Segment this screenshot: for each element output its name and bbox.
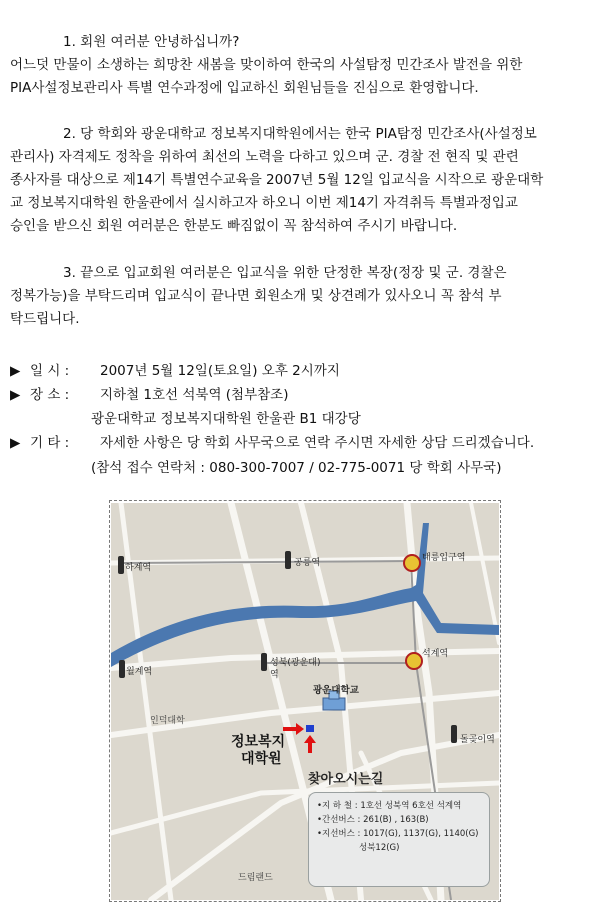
- station-label-wolgye: 월계역: [126, 667, 153, 677]
- info-date: [10, 359, 340, 379]
- greeting-line: 어느덧 만물이 소생하는 희망찬 새봄을 맞이하여 한국의 사설탐정 민간조사 발전을 위한: [10, 57, 523, 73]
- notice-line: 관리사) 자격제도 정착을 위하여 최선의 노력을 다하고 있으며 군. 경찰 전 현직 및 관련: [10, 149, 519, 165]
- destination-line1: 정보복지: [231, 734, 286, 750]
- landmark-induk: 인덕대학: [150, 716, 185, 726]
- legend-branch-bus-cont: 성북12(G): [359, 843, 400, 853]
- paragraph-dress-code: [10, 262, 586, 331]
- legend-subway: •지 하 철 : 1호선 성북역 6호선 석계역: [317, 801, 462, 811]
- bullet-triangle-icon: ▶: [10, 435, 21, 451]
- paragraph-training-notice: [10, 123, 586, 238]
- landmark-kwangwoon: 광운대학교: [313, 685, 359, 696]
- station-marker: [119, 660, 125, 678]
- legend-branch-bus: •지선버스 : 1017(G), 1137(G), 1140(G): [317, 829, 479, 839]
- transport-legend: [308, 792, 490, 887]
- destination-title: [231, 734, 285, 768]
- date-value: 2007년 5월 12일(토요일) 오후 2시까지: [100, 363, 340, 379]
- directions-title: 찾아오시는길: [308, 772, 384, 787]
- dress-line: 탁드립니다.: [10, 311, 80, 327]
- notice-line: 종사자를 대상으로 제14기 특별연수교육을 2007년 5월 12일 입교식을 시작으로 광운대학: [10, 172, 544, 188]
- bullet-triangle-icon: ▶: [10, 387, 21, 403]
- station-marker: [285, 551, 291, 569]
- station-marker: [261, 653, 267, 671]
- place-label: 장 소 :: [30, 387, 70, 403]
- station-label-taereung: 태릉입구역: [422, 553, 466, 563]
- date-label: 일 시 :: [30, 363, 70, 379]
- bullet-triangle-icon: ▶: [10, 363, 21, 379]
- landmark-dreamland: 드림랜드: [238, 873, 273, 883]
- station-marker: [451, 725, 457, 743]
- etc-label: 기 타 :: [30, 435, 70, 451]
- destination-line2: 대학원: [241, 751, 282, 767]
- notice-line: 2. 당 학회와 광운대학교 정보복지대학원에서는 한국 PIA탐정 민간조사(사설정보: [63, 126, 537, 142]
- notice-line: 교 정보복지대학원 한울관에서 실시하고자 하오니 이번 제14기 자격취득 특별과정입교: [10, 195, 518, 211]
- info-etc: [10, 431, 534, 451]
- paragraph-greeting: [10, 31, 586, 100]
- station-label-gongneung: 공릉역: [294, 558, 321, 568]
- place-value-detail: 광운대학교 정보복지대학원 한울관 B1 대강당: [91, 411, 361, 427]
- station-label-dolgoji: 돌곶이역: [460, 735, 495, 745]
- station-label-hagye: 하계역: [125, 563, 152, 573]
- station-label-seokbuk-suffix: 역: [270, 670, 279, 680]
- station-label-seokbuk: 성북(광운대): [270, 658, 321, 668]
- place-value: 지하철 1호선 석북역 (첨부참조): [100, 387, 289, 403]
- notice-line: 승인을 받으신 회원 여러분은 한분도 빠짐없이 꼭 참석하여 주시기 바랍니다.: [10, 218, 458, 234]
- contact-info: (참석 접수 연락처 : 080-300-7007 / 02-775-0071 당 학회 사무국): [91, 460, 502, 476]
- destination-marker: [306, 725, 314, 732]
- dress-line: 3. 끝으로 입교회원 여러분은 입교식을 위한 단정한 복장(정장 및 군. 경찰은: [63, 265, 507, 281]
- etc-value: 자세한 사항은 당 학회 사무국으로 연락 주시면 자세한 상담 드리겠습니다.: [100, 435, 535, 451]
- transfer-station-icon: [406, 653, 422, 669]
- greeting-heading: 1. 회원 여러분 안녕하십니까?: [63, 34, 240, 50]
- greeting-line: PIA사설정보관리사 특별 연수과정에 입교하신 회원님들을 진심으로 환영합니다.: [10, 80, 479, 96]
- info-place: [10, 383, 289, 403]
- station-label-seokgye: 석계역: [422, 649, 449, 659]
- dress-line: 정복가능)을 부탁드리며 입교식이 끝나면 회원소개 및 상견례가 있사오니 꼭 참석 부: [10, 288, 502, 304]
- legend-trunk-bus: •간선버스 : 261(B) , 163(B): [317, 815, 429, 825]
- station-marker: [118, 556, 124, 574]
- transfer-station-icon: [404, 555, 420, 571]
